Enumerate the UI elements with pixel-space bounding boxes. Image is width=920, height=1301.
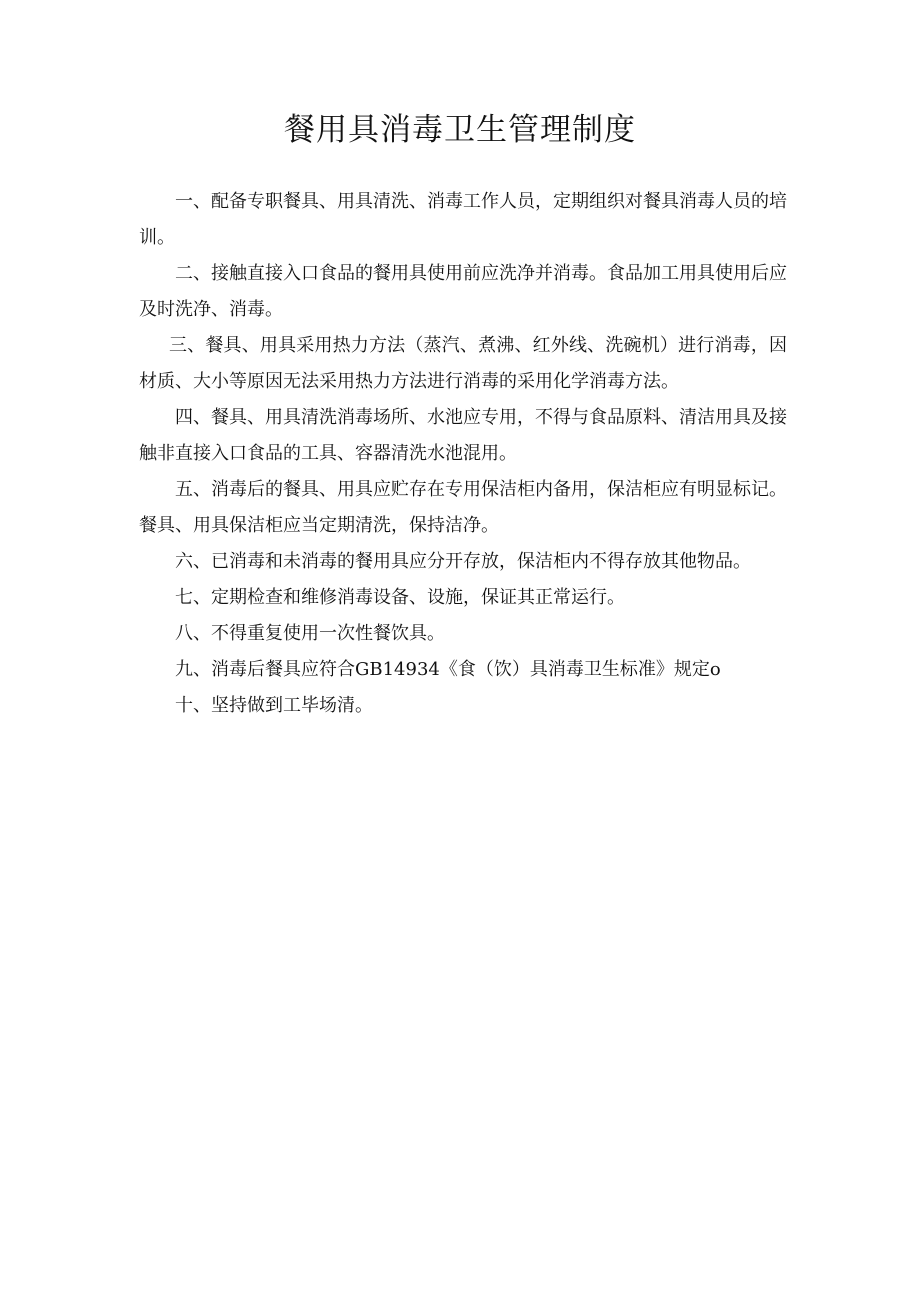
paragraph-4: 四、餐具、用具清洗消毒场所、水池应专用，不得与食品原料、清洁用具及接触非直接入口食品的工具、容器清洗水池混用。 [139, 407, 787, 464]
paragraph-5: 五、消毒后的餐具、用具应贮存在专用保洁柜内备用，保洁柜应有明显标记。餐具、用具保洁柜应当定期清洗，保持洁净。 [139, 479, 787, 536]
paragraph-9: 九、消毒后餐具应符合GB14934《食（饮）具消毒卫生标准》规定o [175, 659, 721, 680]
paragraph-6: 六、已消毒和未消毒的餐用具应分开存放，保洁柜内不得存放其他物品。 [175, 551, 751, 572]
document-body [139, 184, 787, 724]
paragraph-10: 十、坚持做到工毕场清。 [175, 695, 373, 716]
paragraph-2: 二、接触直接入口食品的餐用具使用前应洗净并消毒。食品加工用具使用后应及时洗净、消毒。 [139, 263, 787, 320]
paragraph-1: 一、配备专职餐具、用具清洗、消毒工作人员，定期组织对餐具消毒人员的培训。 [139, 191, 787, 248]
paragraph-3: 三、餐具、用具采用热力方法（蒸汽、煮沸、红外线、洗碗机）进行消毒，因材质、大小等原因无法采用热力方法进行消毒的采用化学消毒方法。 [139, 335, 787, 392]
paragraph-8: 八、不得重复使用一次性餐饮具。 [175, 623, 445, 644]
document-title: 餐用具消毒卫生管理制度 [284, 112, 636, 148]
paragraph-7: 七、定期检查和维修消毒设备、设施，保证其正常运行。 [175, 587, 625, 608]
